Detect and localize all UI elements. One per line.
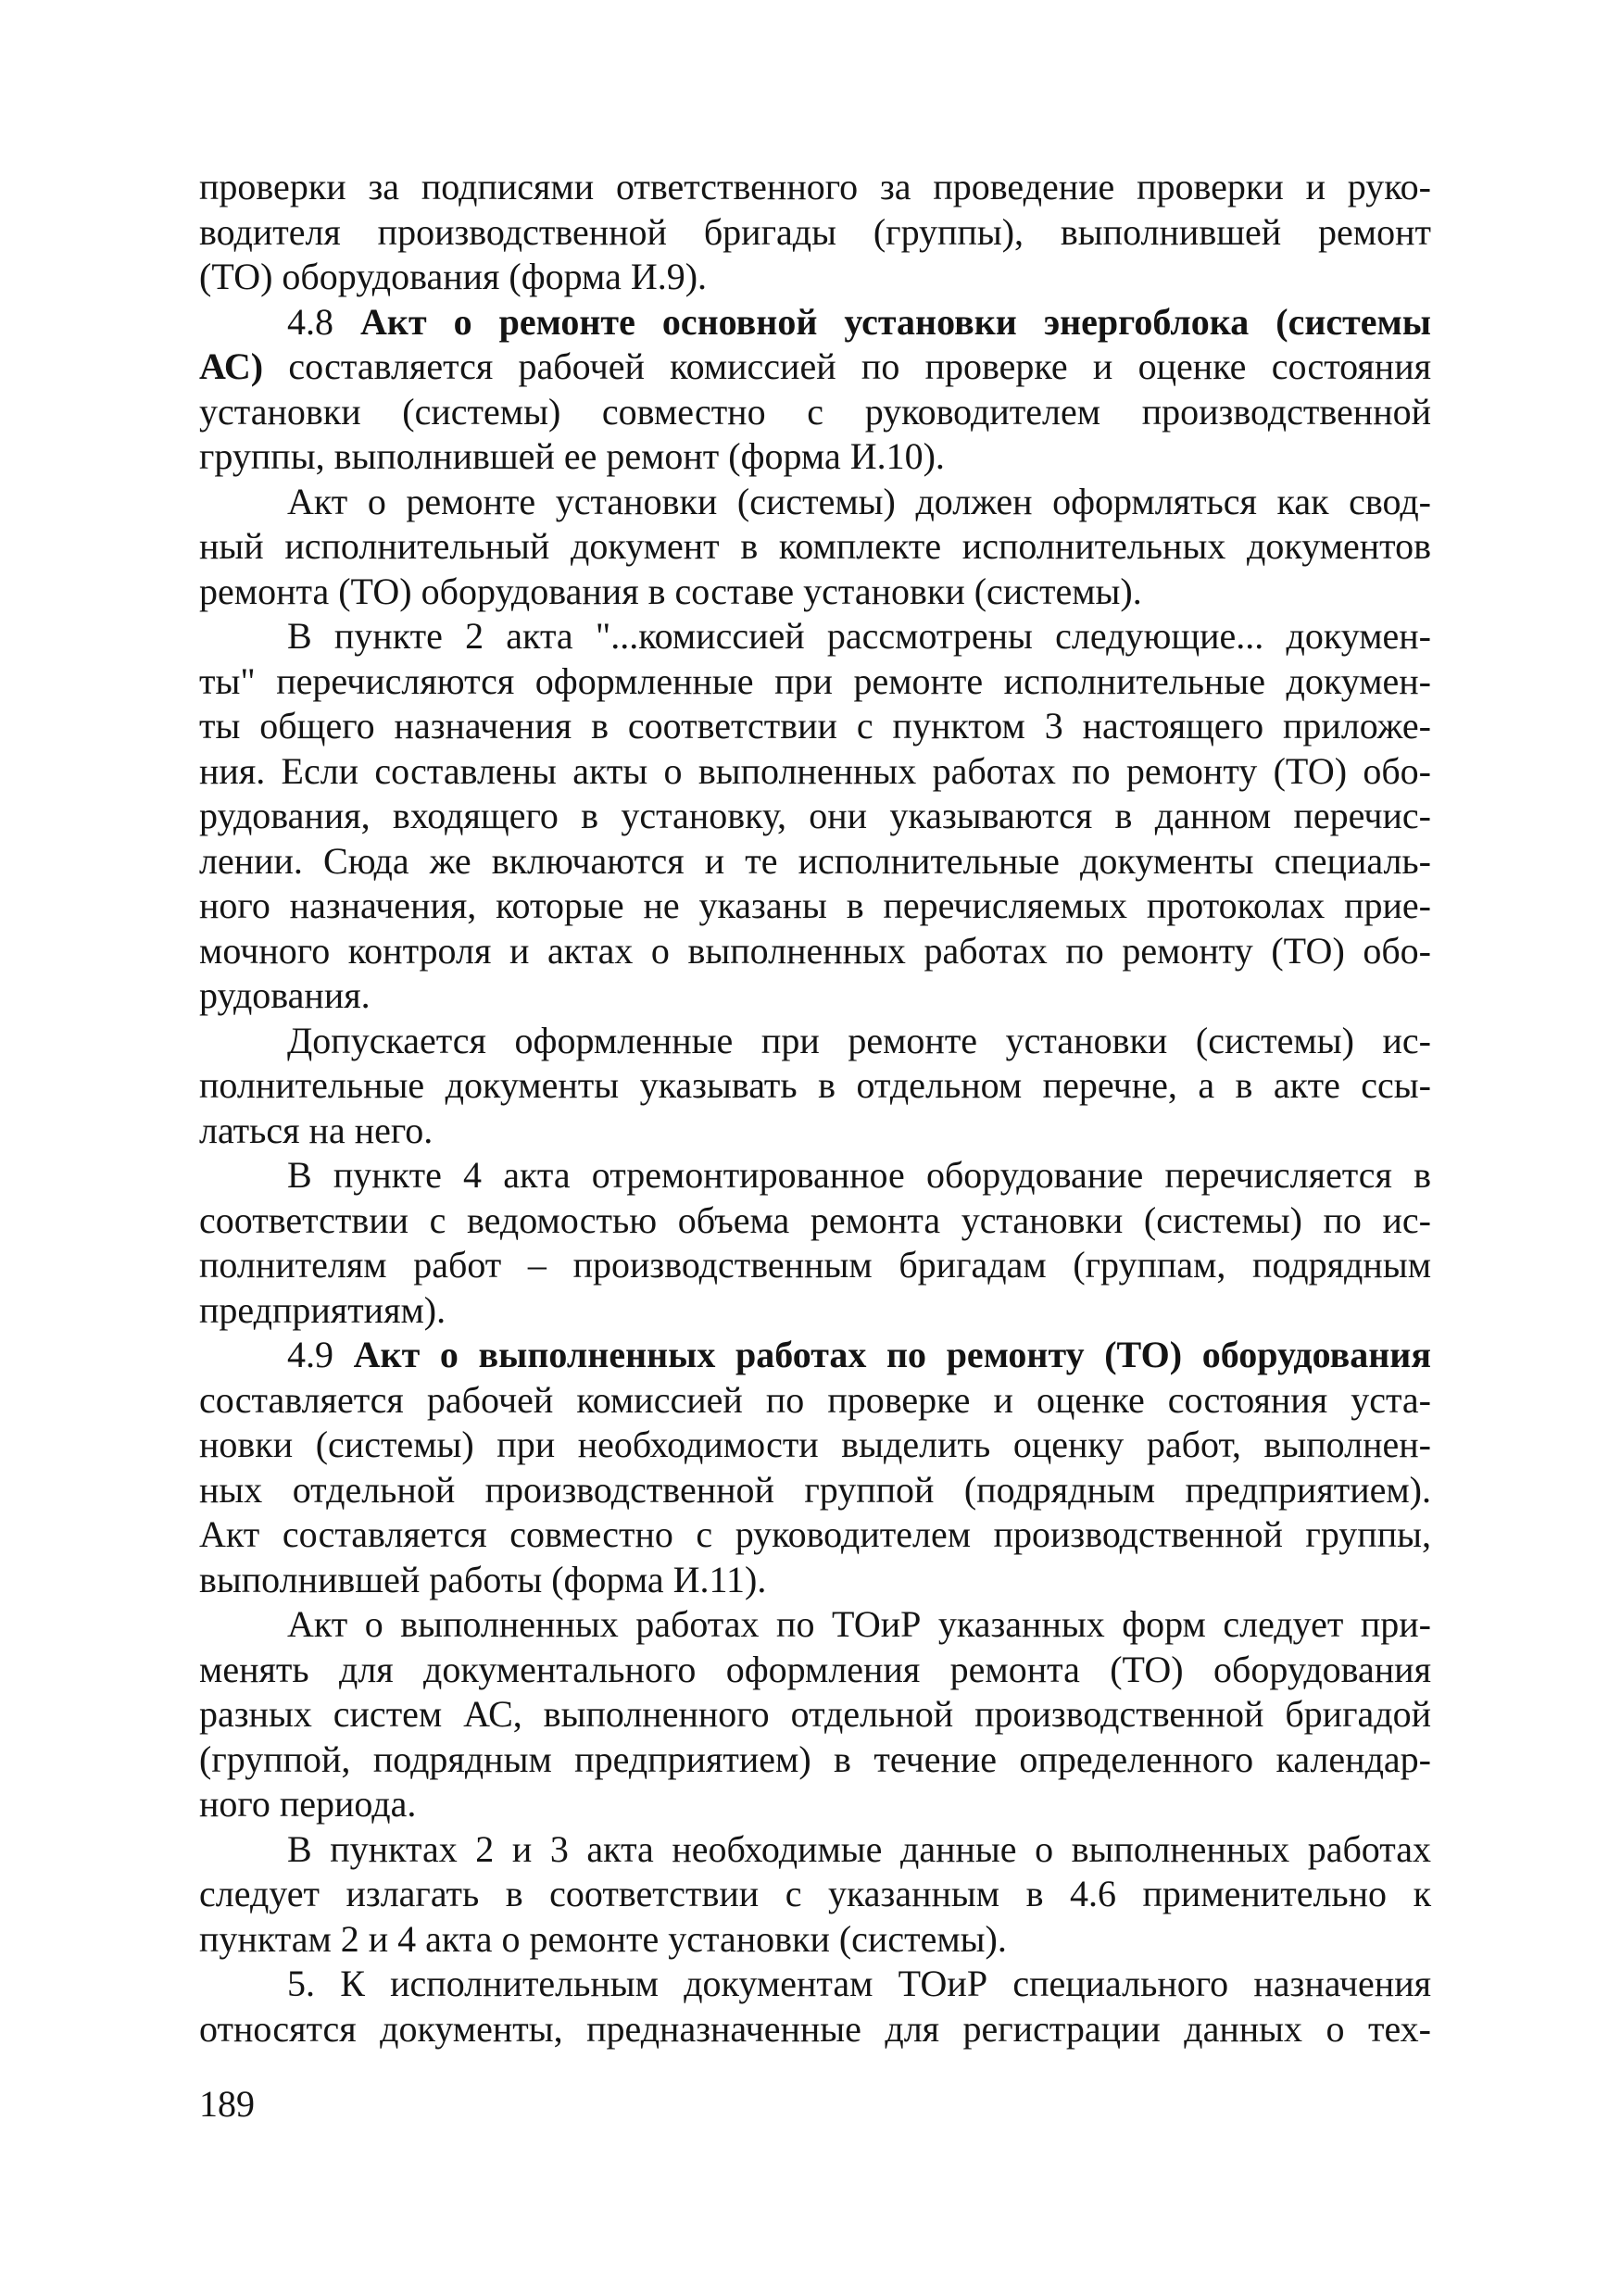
text-line: В пункте 4 акта отремонтированное оборудование перечисляется в <box>287 1154 1431 1196</box>
text-line: ного периода. <box>199 1783 417 1825</box>
paragraph <box>199 614 1431 1019</box>
text-line: установки (системы) совместно с руководителем производственной <box>199 390 1431 433</box>
text-run: 4.8 <box>287 300 361 343</box>
text-line: ния. Если составлены акты о выполненных работах по ремонту (ТО) обо- <box>199 749 1431 792</box>
text-line: полнителям работ – производственным бригадам (группам, подрядным <box>199 1244 1431 1286</box>
text-line: пунктам 2 и 4 акта о ремонте установки (системы). <box>199 1917 1007 1960</box>
paragraph <box>199 300 1431 480</box>
text-line: 5. К исполнительным документам ТОиР специального назначения <box>287 1963 1431 2004</box>
text-line: лении. Сюда же включаются и те исполнительные документы специаль- <box>199 839 1431 882</box>
text-line: (ТО) оборудования (форма И.9). <box>199 256 708 297</box>
bold-heading-run: Акт о выполненных работах по ремонту (ТО) оборудования <box>353 1334 1431 1375</box>
text-line: В пункте 2 акта "...комиссией рассмотрены следующие... докумен- <box>287 615 1431 657</box>
bold-heading-run: АС) <box>199 345 264 387</box>
text-run: составляется рабочей комиссией по проверке и оценке состояния <box>263 345 1431 387</box>
text-line: ных отдельной производственной группой (подрядным предприятием). <box>199 1468 1431 1511</box>
text-line: ты общего назначения в соответствии с пунктом 3 настоящего приложе- <box>199 705 1431 747</box>
paragraph <box>199 1153 1431 1333</box>
text-line: проверки за подписями ответственного за проведение проверки и руко- <box>199 166 1431 207</box>
text-run: 4.9 <box>287 1334 354 1375</box>
text-line: мочного контроля и актах о выполненных работах по ремонту (ТО) обо- <box>199 929 1431 972</box>
text-line: Акт составляется совместно с руководителем производственной группы, <box>199 1513 1431 1555</box>
text-line: разных систем АС, выполненного отдельной производственной бригадой <box>199 1693 1431 1735</box>
text-line: выполнившей работы (форма И.11). <box>199 1558 767 1600</box>
text-line: ты" перечисляются оформленные при ремонте исполнительные докумен- <box>199 659 1431 702</box>
paragraph <box>199 1602 1431 1827</box>
text-line: ный исполнительный документ в комплекте исполнительных документов <box>199 525 1431 567</box>
text-line: В пунктах 2 и 3 акта необходимые данные о выполненных работах <box>287 1827 1431 1870</box>
paragraph <box>199 480 1431 615</box>
text-line: рудования. <box>199 974 371 1016</box>
text-line <box>199 300 1431 345</box>
text-line: водителя производственной бригады (группы), выполнившей ремонт <box>199 210 1431 253</box>
text-line: Допускается оформленные при ремонте установки (системы) ис- <box>287 1019 1431 1061</box>
text-line <box>199 1333 1431 1378</box>
text-line: следует излагать в соответствии с указанным в 4.6 применительно к <box>199 1873 1431 1914</box>
text-line: (группой, подрядным предприятием) в течение определенного календар- <box>199 1738 1431 1780</box>
text-line: составляется рабочей комиссией по проверке и оценке состояния уста- <box>199 1378 1431 1421</box>
text-line: новки (системы) при необходимости выделить оценку работ, выполнен- <box>199 1424 1431 1465</box>
text-line: менять для документального оформления ремонта (ТО) оборудования <box>199 1648 1431 1690</box>
text-line: ного назначения, которые не указаны в перечисляемых протоколах прие- <box>199 885 1431 926</box>
text-line: соответствии с ведомостью объема ремонта установки (системы) по ис- <box>199 1198 1431 1241</box>
paragraph <box>199 1962 1431 2051</box>
text-line: Акт о ремонте установки (системы) должен оформляться как свод- <box>287 480 1431 522</box>
text-line: относятся документы, предназначенные для регистрации данных о тех- <box>199 2007 1431 2050</box>
text-line: Акт о выполненных работах по ТОиР указанных форм следует при- <box>287 1603 1431 1645</box>
text-line: полнительные документы указывать в отдельном перечне, а в акте ссы- <box>199 1064 1431 1106</box>
text-line: рудования, входящего в установку, они указываются в данном перечис- <box>199 795 1431 836</box>
paragraph <box>199 1019 1431 1154</box>
paragraph <box>199 1827 1431 1963</box>
text-line: группы, выполнившей ее ремонт (форма И.10). <box>199 435 945 477</box>
page-number: 189 <box>199 2083 255 2125</box>
text-line <box>199 345 1431 390</box>
text-line: предприятиям). <box>199 1288 446 1331</box>
body-text <box>199 165 1431 2051</box>
text-line: латься на него. <box>199 1109 434 1151</box>
bold-heading-run: Акт о ремонте основной установки энергоблока (системы <box>360 300 1432 343</box>
paragraph <box>199 165 1431 300</box>
text-line: ремонта (ТО) оборудования в составе установки (системы). <box>199 570 1142 612</box>
paragraph <box>199 1333 1431 1602</box>
